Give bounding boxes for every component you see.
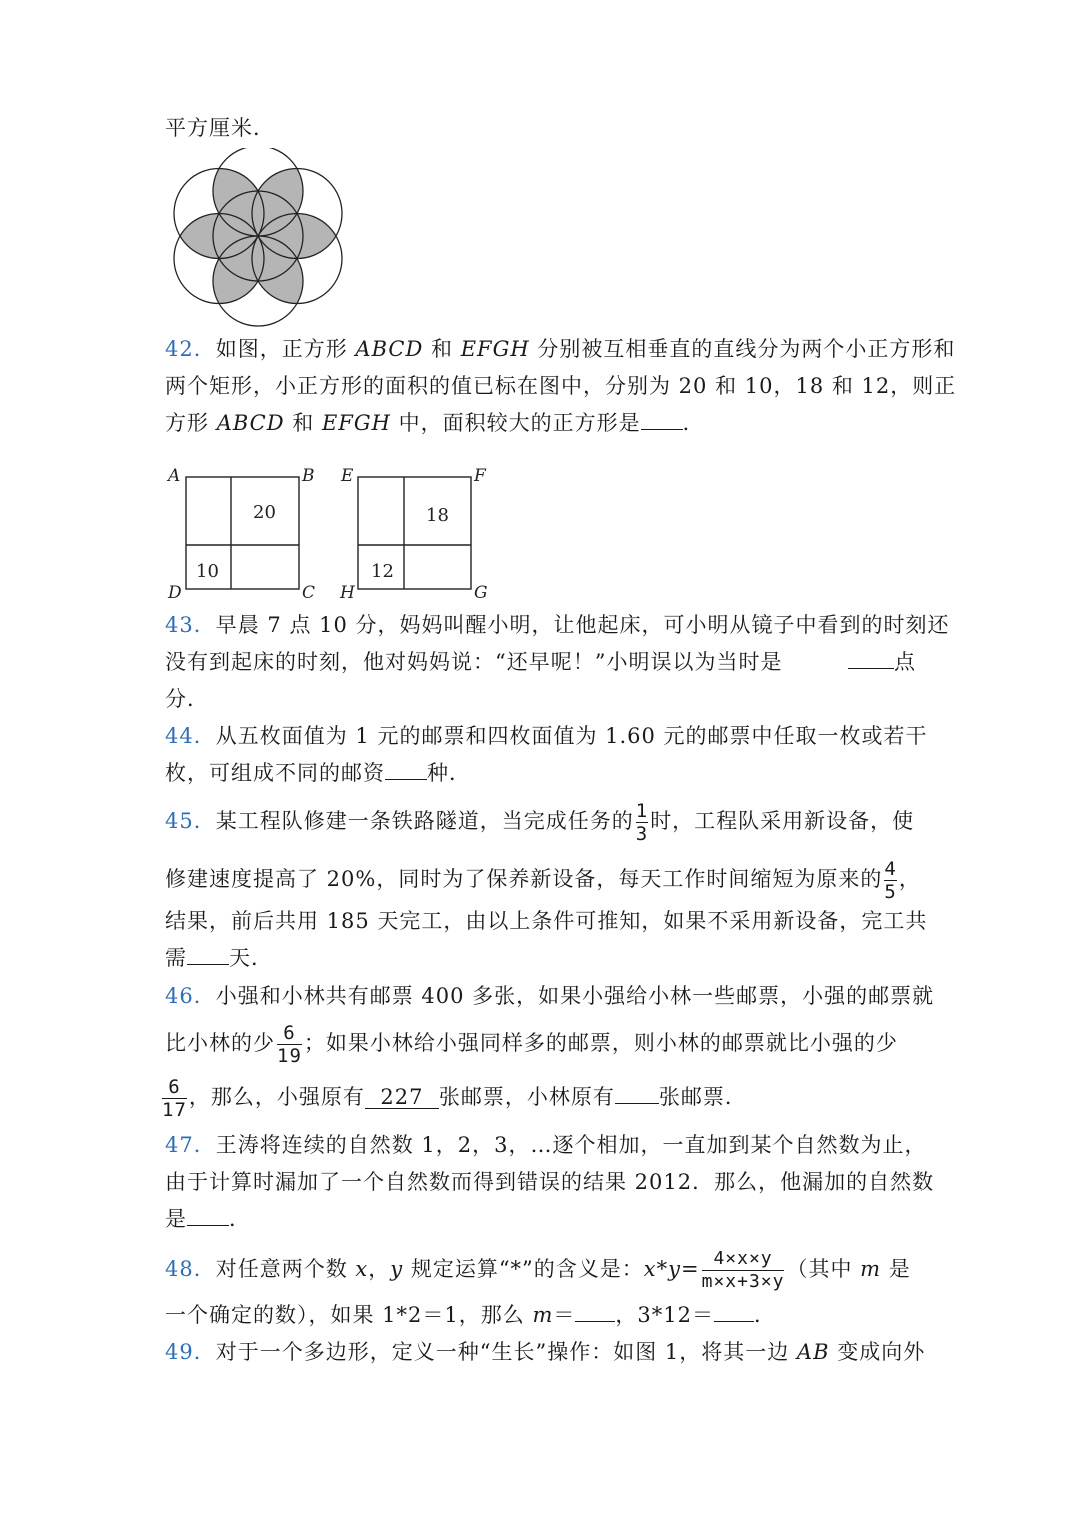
q41-tail-text: 平方厘米． xyxy=(165,116,275,140)
q49-line-1: 49．对于一个多边形，定义一种“生长”操作：如图 1，将其一边 AB 变成向外 xyxy=(165,1340,926,1364)
q42-squares-figure xyxy=(160,460,500,600)
q46-line-1: 46．小强和小林共有邮票 400 多张，如果小强给小林一些邮票，小强的邮票就 xyxy=(165,984,935,1008)
fraction-six-seventeenths: $\frac{6}{17}$ xyxy=(162,1076,187,1121)
corner-label-f: F xyxy=(474,466,486,486)
area-label-18: 18 xyxy=(426,505,449,526)
q43-line-2-end: 点 xyxy=(848,649,916,675)
corner-label-a: A xyxy=(168,466,181,486)
q48-line-2: 一个确定的数），如果 1*2＝1，那么 m＝ ，3*12＝ ． xyxy=(165,1303,776,1327)
q45-line-2: 修建速度提高了 20%，同时为了保养新设备，每天工作时间缩短为原来的 $\frac{4}{5}$ ， xyxy=(165,858,921,903)
q43-line-3: 分． xyxy=(165,687,209,711)
area-label-20: 20 xyxy=(253,502,276,523)
corner-label-c: C xyxy=(302,583,316,600)
q44-number: 44． xyxy=(165,724,216,748)
q49-number: 49． xyxy=(165,1340,216,1364)
corner-label-g: G xyxy=(474,583,488,600)
q46-answer-227: 227 xyxy=(365,1086,439,1109)
operation-fraction: $\frac{4\times x\times y}{m\times x+3\times y}$ xyxy=(701,1248,785,1292)
q45-line-3: 结果，前后共用 185 天完工，由以上条件可推知，如果不采用新设备，完工共 xyxy=(165,909,928,933)
q43-number: 43． xyxy=(165,613,216,637)
q44-answer-blank xyxy=(385,779,427,780)
fraction-four-fifths: $\frac{4}{5}$ xyxy=(884,858,897,903)
q44-line-1: 44．从五枚面值为 1 元的邮票和四枚面值为 1.60 元的邮票中任取一枚或若干 xyxy=(165,724,928,748)
q47-number: 47． xyxy=(165,1133,216,1157)
q46-line-3: $\frac{6}{17}$ ，那么，小强原有 227 张邮票，小林原有 张邮票． xyxy=(162,1076,747,1121)
q48-answer-blank-1 xyxy=(575,1321,615,1322)
q41-flower-figure xyxy=(157,148,357,328)
q48-number: 48． xyxy=(165,1257,216,1281)
q48-line-1: 48．对任意两个数 x，y 规定运算“*”的含义是：x*y= $\frac{4\times x\times y}{m\times x+3\times y}$ （其中 m 是 xyxy=(165,1248,911,1292)
fraction-six-nineteenths: $\frac{6}{19}$ xyxy=(277,1022,302,1067)
q42-answer-blank xyxy=(641,429,683,430)
q42-line-1: 42．如图，正方形 ABCD 和 EFGH 分别被互相垂直的直线分为两个小正方形和 xyxy=(165,337,956,361)
q44-line-2: 枚，可组成不同的邮资 种． xyxy=(165,761,471,785)
q43-line-2: 没有到起床的时刻，他对妈妈说：“还早呢！”小明误以为当时是 xyxy=(165,650,783,674)
corner-label-e: E xyxy=(341,466,354,486)
q45-line-4: 需 天． xyxy=(165,946,273,970)
q48-answer-blank-2 xyxy=(714,1321,754,1322)
q46-line-2: 比小林的少 $\frac{6}{19}$ ；如果小林给小强同样多的邮票，则小林的邮票就比小强的少 xyxy=(165,1022,898,1067)
q47-line-3: 是 ． xyxy=(165,1207,251,1231)
q43-answer-blank xyxy=(848,668,894,669)
q43-line-1: 43．早晨 7 点 10 分，妈妈叫醒小明，让他起床，可小明从镜子中看到的时刻还 xyxy=(165,613,950,637)
q46-number: 46． xyxy=(165,984,216,1008)
corner-label-b: B xyxy=(302,466,315,486)
q42-line-3: 方形 ABCD 和 EFGH 中，面积较大的正方形是 ． xyxy=(165,411,705,435)
q42-line-2: 两个矩形，小正方形的面积的值已标在图中，分别为 20 和 10，18 和 12，则正 xyxy=(165,374,957,398)
area-label-12: 12 xyxy=(371,561,394,582)
q45-line-1: 45．某工程队修建一条铁路隧道，当完成任务的 $\frac{1}{3}$ 时，工程队采用新设备，使 xyxy=(165,800,915,845)
q45-number: 45． xyxy=(165,809,216,833)
q46-answer-blank xyxy=(615,1103,659,1104)
fraction-one-third: $\frac{1}{3}$ xyxy=(635,800,649,845)
q42-number: 42． xyxy=(165,337,216,361)
area-label-10: 10 xyxy=(196,561,219,582)
q47-answer-blank xyxy=(187,1225,229,1226)
q47-line-1: 47．王涛将连续的自然数 1，2，3，…逐个相加，一直加到某个自然数为止， xyxy=(165,1133,927,1157)
q47-line-2: 由于计算时漏加了一个自然数而得到错误的结果 2012．那么，他漏加的自然数 xyxy=(165,1170,935,1194)
corner-label-h: H xyxy=(340,583,355,600)
corner-label-d: D xyxy=(168,583,182,600)
q45-answer-blank xyxy=(187,964,229,965)
